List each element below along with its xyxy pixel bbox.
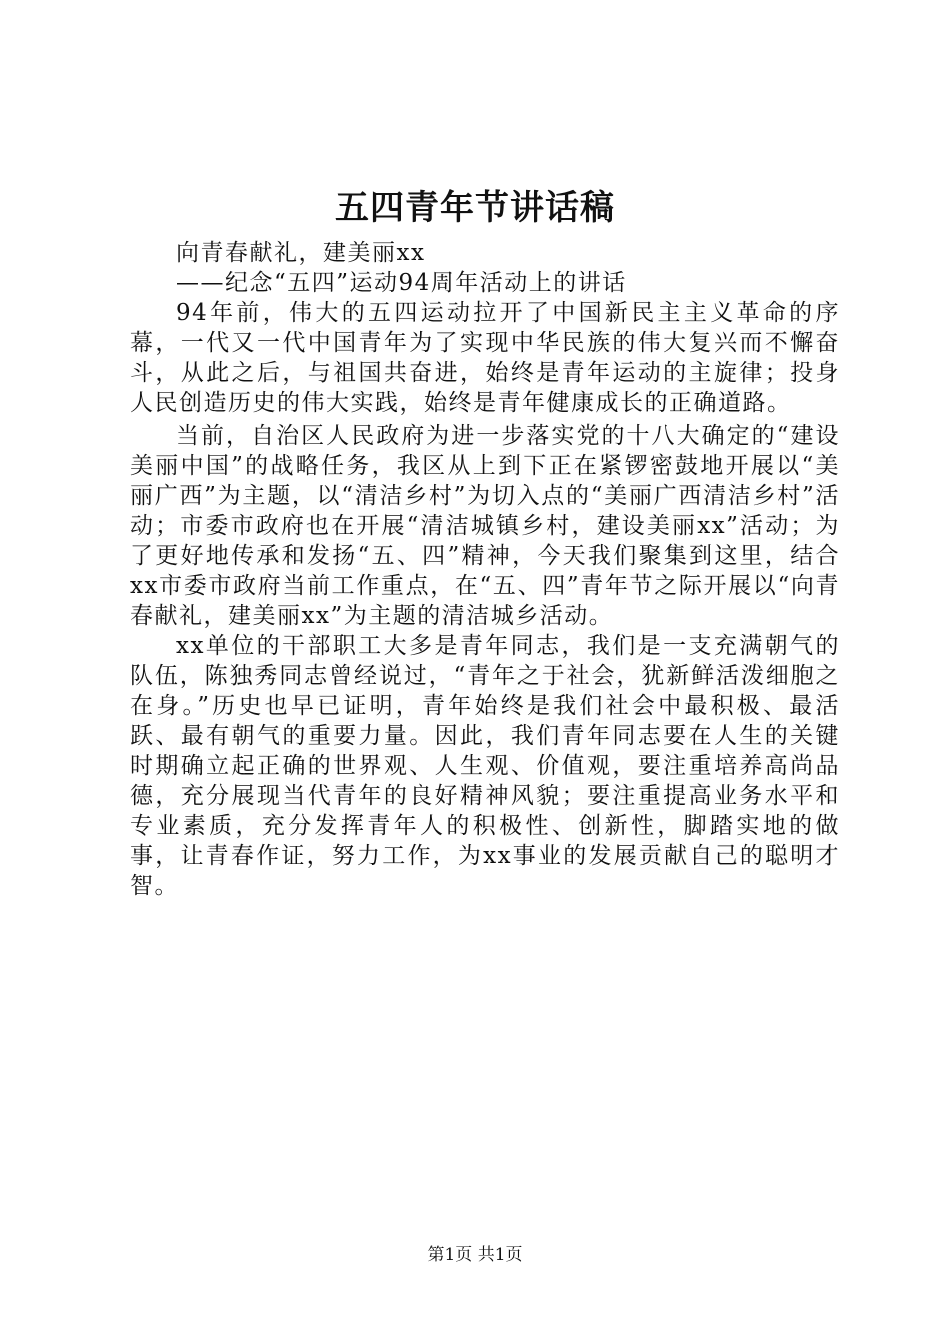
subtitle-line-1: 向青春献礼，建美丽xx [176,240,426,266]
subtitle-line-2: ——纪念“五四”运动94周年活动上的讲话 [176,270,627,296]
paragraph-2: 当前，自治区人民政府为进一步落实党的十八大确定的“建设美丽中国”的战略任务，我区从上到下正在紧锣密鼓地开展以“美丽广西”为主题，以“清洁乡村”为切入点的“美丽广西清洁乡村”活动；市委市政府也在开展“清洁城镇乡村，建设美丽xx”活动；为了更好地传承和发扬“五、四”精神，今天我们聚集到这里，结合xx市委市政府当前工作重点，在“五、四”青年节之际开展以“向青春献礼，建美丽xx”为主题的清洁城乡活动。 [130,423,840,629]
paragraph-3: xx单位的干部职工大多是青年同志，我们是一支充满朝气的队伍，陈独秀同志曾经说过，“青年之于社会，犹新鲜活泼细胞之在身。”历史也早已证明，青年始终是我们社会中最积极、最活跃、最有朝气的重要力量。因此，我们青年同志要在人生的关键时期确立起正确的世界观、人生观、价值观，要注重培养高尚品德，充分展现当代青年的良好精神风貌；要注重提高业务水平和专业素质，充分发挥青年人的积极性、创新性，脚踏实地的做事，让青春作证，努力工作，为xx事业的发展贡献自己的聪明才智。 [130,633,840,899]
document-body [130,238,840,901]
paragraph-1: 94年前，伟大的五四运动拉开了中国新民主主义革命的序幕，一代又一代中国青年为了实现中华民族的伟大复兴而不懈奋斗，从此之后，与祖国共奋进，始终是青年运动的主旋律；投身人民创造历史的伟大实践，始终是青年健康成长的正确道路。 [130,300,840,416]
page-title: 五四青年节讲话稿 [335,188,615,228]
page-footer: 第1页 共1页 [427,1245,523,1265]
